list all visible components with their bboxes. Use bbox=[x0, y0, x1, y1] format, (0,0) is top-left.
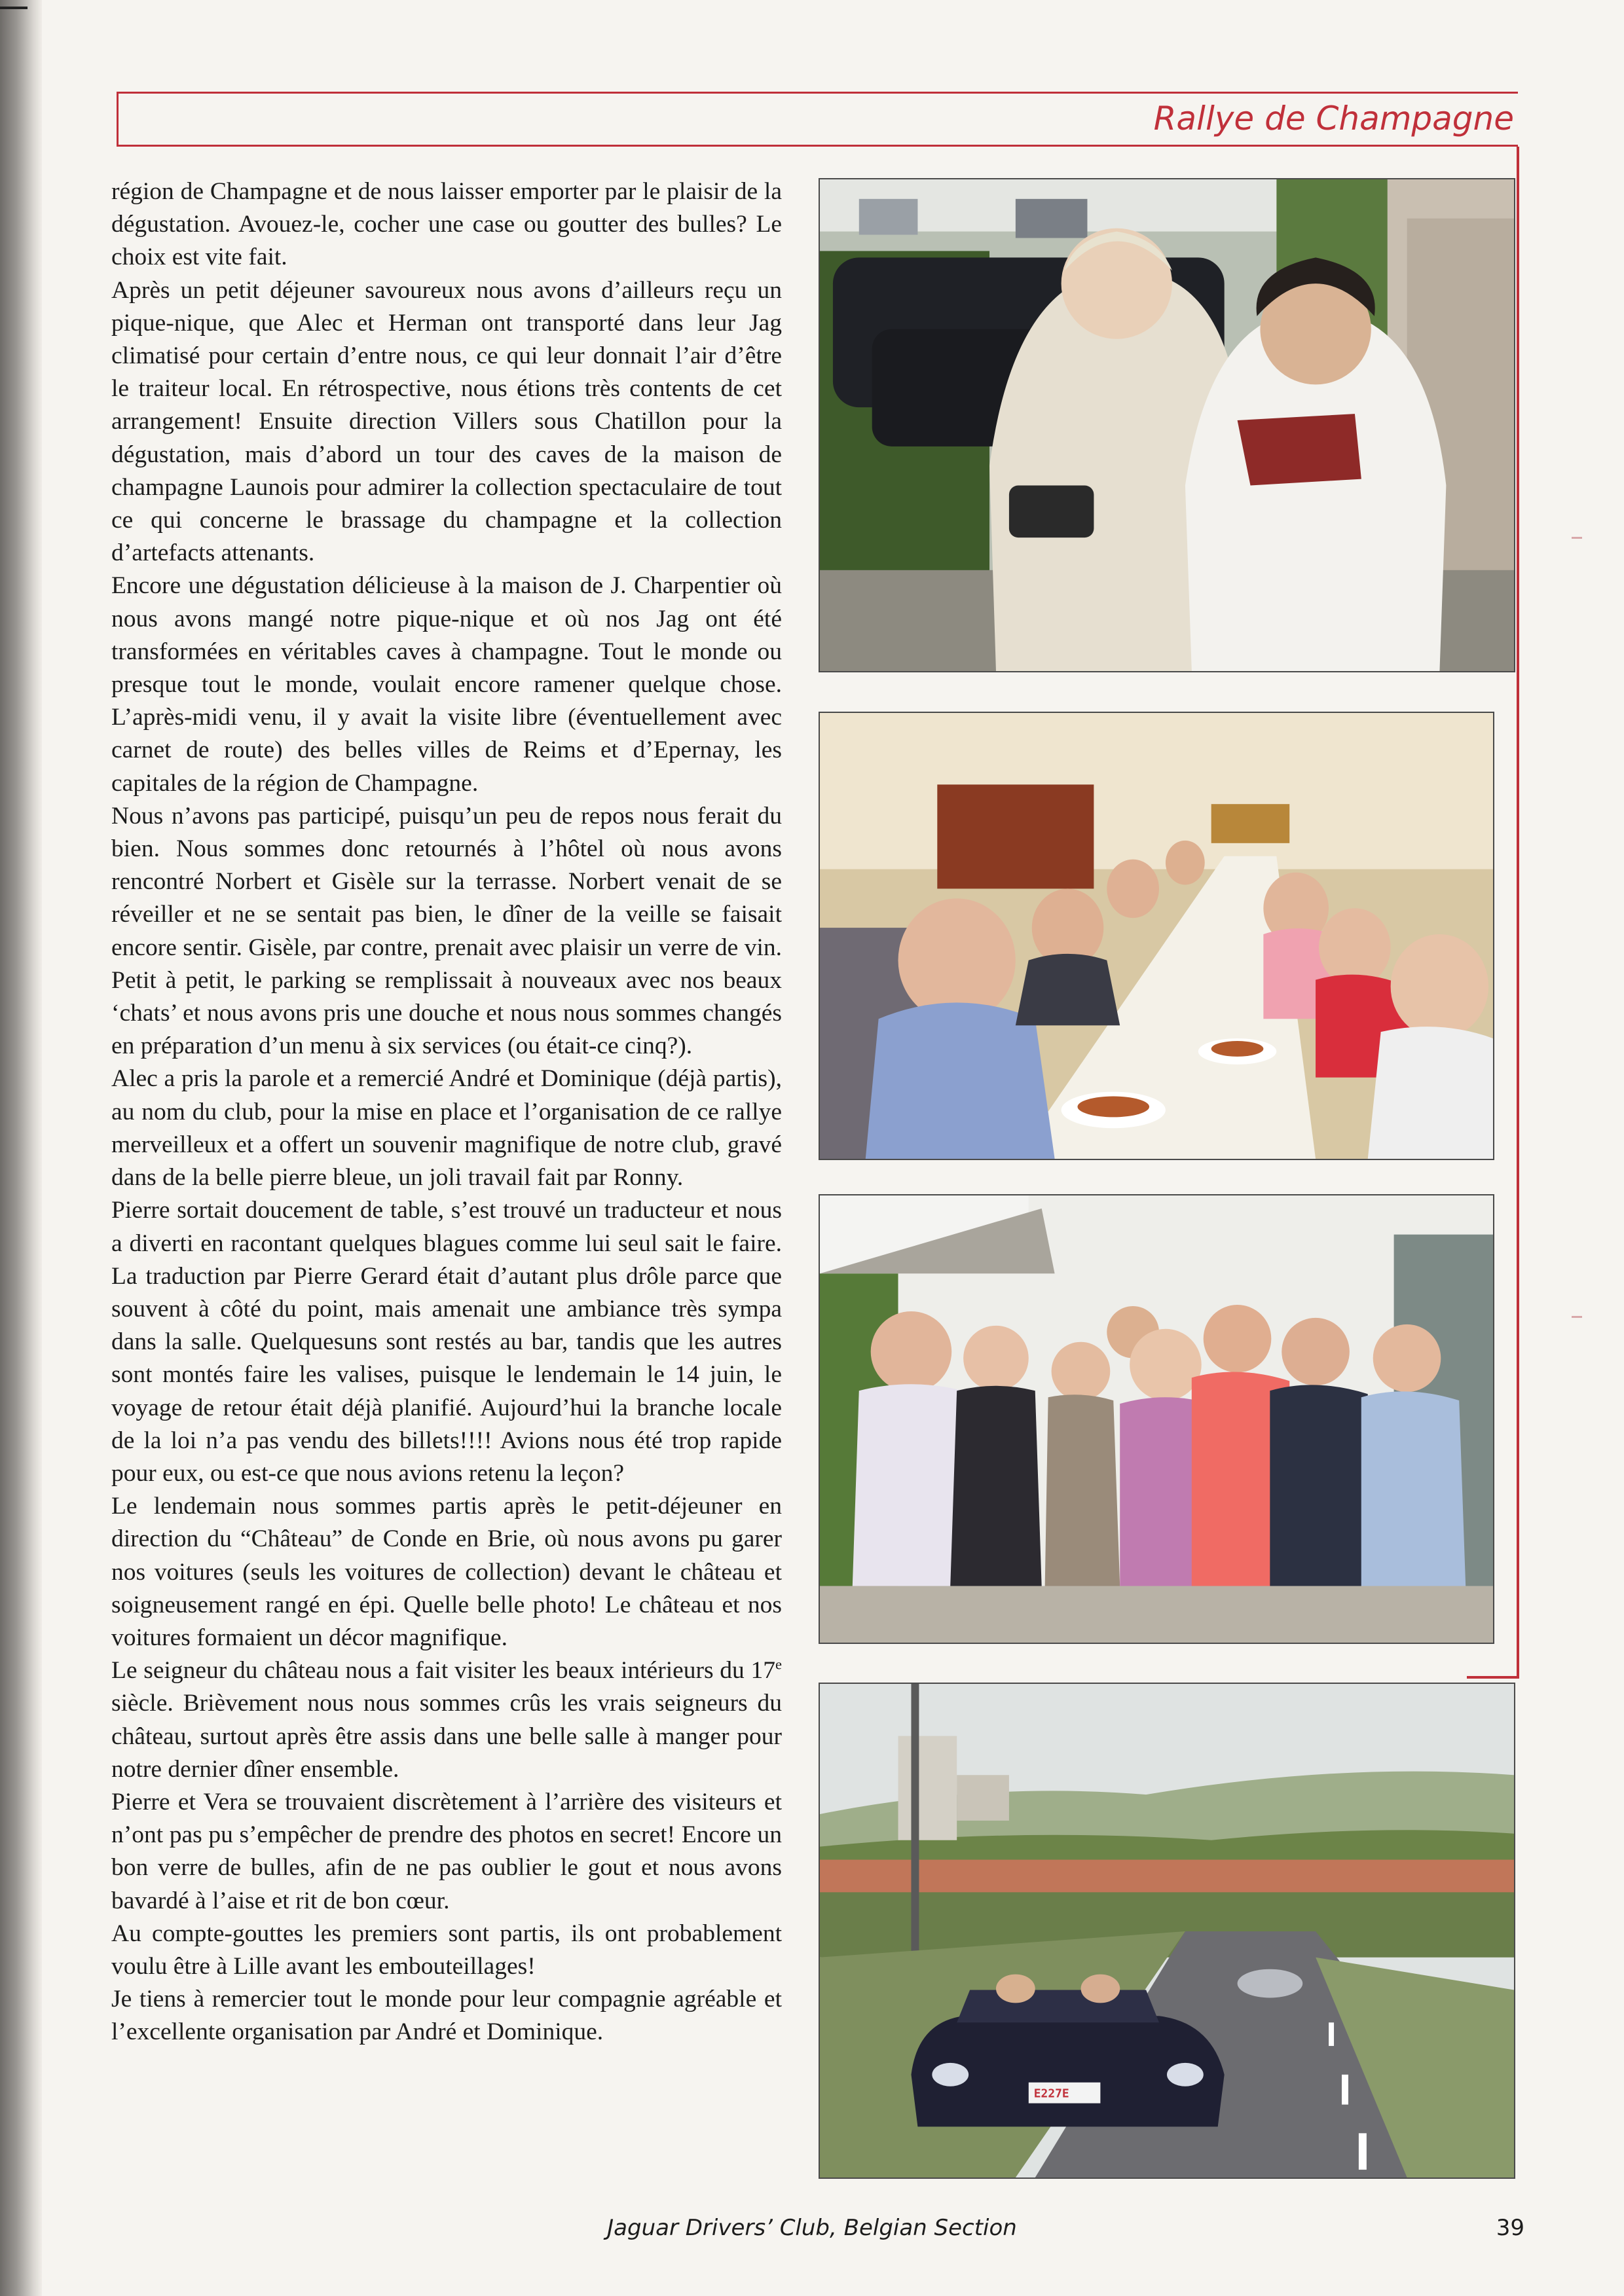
license-plate: E227E bbox=[1033, 2086, 1069, 2101]
section-title: Rallye de Champagne bbox=[1153, 100, 1514, 137]
jaguar-convertible-photo bbox=[819, 1683, 1515, 2179]
two-women-street-photo bbox=[819, 178, 1515, 672]
margin-tick bbox=[1572, 1316, 1582, 1318]
paragraph: région de Champagne et de nous laisser emporter par le plaisir de la dégustation. Avouez-le, cocher une case ou goutter des bulles? Le choix est vite fait. bbox=[111, 178, 782, 271]
paragraph: Je tiens à remercier tout le monde pour leur compagnie agréable et l’excellente organisation par André et Dominique. bbox=[111, 1986, 782, 2046]
paragraph: Après un petit déjeuner savoureux nous avons d’ailleurs reçu un pique-nique, que Alec et Herman ont transporté dans leur Jag climatisé pour certain d’entre nous, ce qui leur donnait l’air d’être le traiteur local. En rétrospective, nous étions très contents de cet arrangement! Ensuite direction Villers sous Chatillon pour la dégustation, mais d’abord un tour des caves de la maison de champagne Launois pour admirer la collection spectaculaire de tout ce qui concerne le brassage du champagne et la collection d’artefacts attenants. bbox=[111, 276, 782, 567]
paragraph: Pierre sortait doucement de table, s’est trouvé un traducteur et nous a diverti en racontant quelques blagues comme lui seul sait le faire. La traduction par Pierre Gerard était d’autant plus drôle parce que souvent à côté du point, mais amenait une ambiance très sympa dans la salle. Quelquesuns sont restés au bar, tandis que les autres sont montés faire les valises, puisque le lendemain le 14 juin, le voyage de retour était déjà planifié. Aujourd’hui la branche locale de la loi n’a pas vendu des billets!!!! Avions nous été trop rapide pour eux, ou est-ce que nous avions retenu la leçon? bbox=[111, 1197, 782, 1487]
paragraph: Nous n’avons pas participé, puisqu’un peu de repos nous ferait du bien. Nous sommes donc retournés à l’hôtel où nous avons rencontré Norbert et Gisèle sur la terrasse. Norbert venait de se réveiller et ne se sentait pas bien, le dîner de la veille se faisait encore sentir. Gisèle, par contre, prenait avec plaisir un verre de vin. Petit à petit, le parking se remplissait à nouveaux avec nos beaux ‘chats’ et nous avons pris une douche et nous nous sommes changés en préparation d’un menu à six services (ou était-ce cinq?). bbox=[111, 802, 782, 1060]
paragraph: Au compte-gouttes les premiers sont partis, ils ont probablement voulu être à Lille avant les embouteillages! bbox=[111, 1920, 782, 1980]
group-photo bbox=[819, 1194, 1494, 1644]
paragraph-text: siècle. Brièvement nous nous sommes crûs les vrais seigneurs du château, surtout après être assis dans une belle salle à manger pour notre dernier dîner ensemble. bbox=[111, 1690, 782, 1783]
dinner-table-photo bbox=[819, 712, 1494, 1160]
paragraph bbox=[111, 1654, 782, 1786]
page-spine-shadow bbox=[0, 0, 42, 2296]
paragraph-text: Le seigneur du château nous a fait visiter les beaux intérieurs du 17 bbox=[111, 1657, 775, 1685]
paragraph: Alec a pris la parole et a remercié André et Dominique (déjà partis), au nom du club, pour la mise en place et l’organisation de ce rallye merveilleux et a offert un souvenir magnifique de notre club, gravé dans de la belle pierre bleue, un joli travail fait par Ronny. bbox=[111, 1065, 782, 1192]
paragraph: Le lendemain nous sommes partis après le petit-déjeuner en direction du “Château” de Conde en Brie, où nous avons pu garer nos voitures (seuls les voitures de collection) devant le château et soigneusement rangé en épi. Quelle belle photo! Le château et nos voitures formaient un décor magnifique. bbox=[111, 1493, 782, 1651]
page-number: 39 bbox=[1496, 2215, 1524, 2241]
article-body bbox=[111, 175, 782, 2049]
spine-mark bbox=[0, 7, 28, 9]
footer-publication: Jaguar Drivers’ Club, Belgian Section bbox=[607, 2215, 1017, 2241]
superscript: e bbox=[775, 1656, 782, 1673]
paragraph: Pierre et Vera se trouvaient discrètement à l’arrière des visiteurs et n’ont pas pu s’empêcher de prendre des photos en secret! Encore un bon verre de bulles, afin de ne pas oublier le gout et nous avons bavardé à l’aise et rit de bon cœur. bbox=[111, 1788, 782, 1914]
paragraph: Encore une dégustation délicieuse à la maison de J. Charpentier où nous avons mangé notre pique-nique et où nos Jag ont été transformées en véritables caves à champagne. Tout le monde ou presque tout le monde, voulait encore ramener quelque chose. L’après-midi venu, il y avait la visite libre (éventuellement avec carnet de route) des belles villes de Reims et d’Epernay, les capitales de la région de Champagne. bbox=[111, 572, 782, 797]
red-vertical-rule bbox=[1517, 147, 1519, 1679]
margin-tick bbox=[1572, 537, 1582, 539]
red-rule-tail bbox=[1467, 1676, 1519, 1679]
